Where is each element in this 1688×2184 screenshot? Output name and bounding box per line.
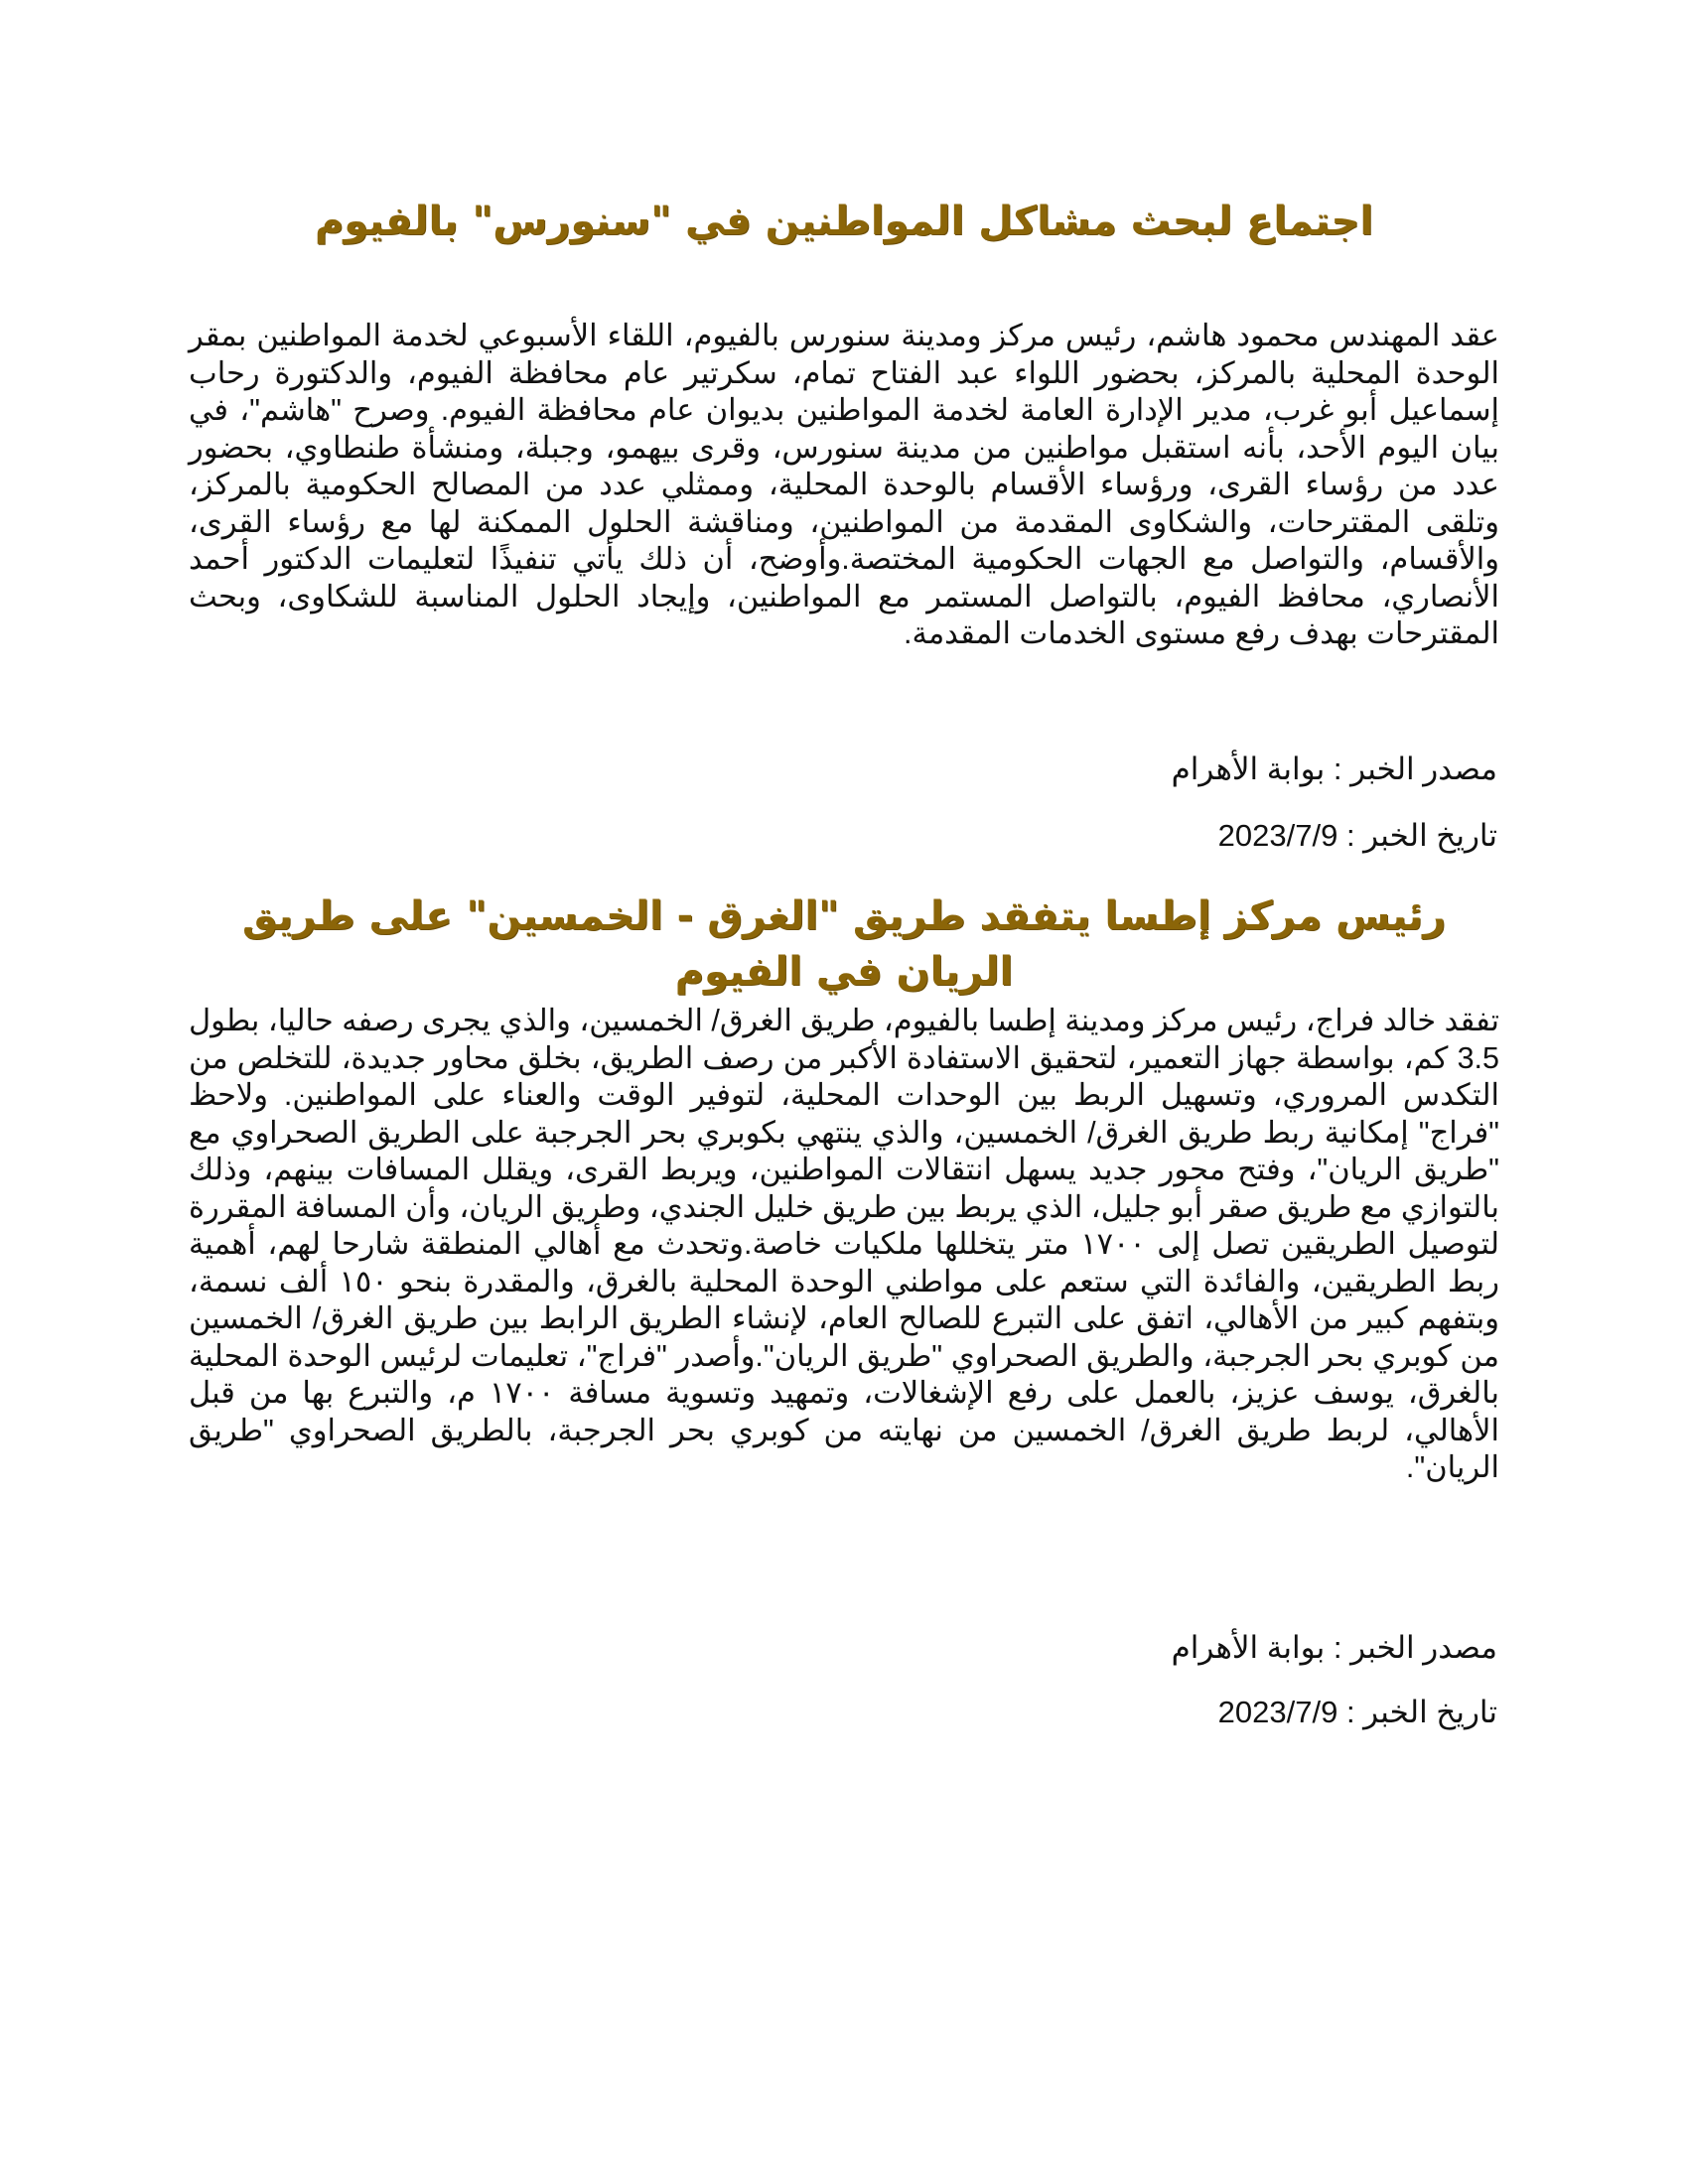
date-label: تاريخ الخبر : (1337, 1695, 1497, 1729)
article-1-date (1218, 816, 1497, 856)
article-2-source (1172, 1628, 1497, 1668)
article-1-body: عقد المهندس محمود هاشم، رئيس مركز ومدينة سنورس بالفيوم، اللقاء الأسبوعي لخدمة المواطنين بمقر الوحدة المحلية بالمركز، بحضور اللواء عبد الفتاح تمام، سكرتير عام محافظة الفيوم، والدكتورة رحاب إسماعيل أبو غرب، مدير الإدارة العامة لخدمة المواطنين بديوان عام محافظة الفيوم. وصرح "هاشم"، في بيان اليوم الأحد، بأنه استقبل مواطنين من مدينة سنورس، وقرى بيهمو، وجبلة، ومنشأة طنطاوي، بحضور عدد من رؤساء القرى، ورؤساء الأقسام بالوحدة المحلية، وممثلي عدد من المصالح الحكومية بالمركز، وتلقى المقترحات، والشكاوى المقدمة من المواطنين، ومناقشة الحلول الممكنة لها مع رؤساء القرى، والأقسام، والتواصل مع الجهات الحكومية المختصة.وأوضح، أن ذلك يأتي تنفيذًا لتعليمات الدكتور أحمد الأنصاري، محافظ الفيوم، بالتواصل المستمر مع المواطنين، وإيجاد الحلول المناسبة للشكاوى، وبحث المقترحات بهدف رفع مستوى الخدمات المقدمة. (189, 319, 1499, 650)
source-label: مصدر الخبر : (1325, 751, 1497, 786)
source-label: مصدر الخبر : (1325, 1630, 1497, 1665)
article-1-title: اجتماع لبحث مشاكل المواطنين في "سنورس" بالفيوم (314, 199, 1374, 244)
article-2-date (1218, 1693, 1497, 1732)
date-value: 2023/7/9 (1217, 1695, 1338, 1729)
article-2-body: تفقد خالد فراج، رئيس مركز ومدينة إطسا بالفيوم، طريق الغرق/ الخمسين، والذي يجرى رصفه حاليا، بطول 3.5 كم، بواسطة جهاز التعمير، لتحقيق الاستفادة الأكبر من رصف الطريق، بخلق محاور جديدة، للتخلص من التكدس المروري، وتسهيل الربط بين الوحدات المحلية، لتوفير الوقت والعناء على المواطنين. ولاحظ "فراج" إمكانية ربط طريق الغرق/ الخمسين، والذي ينتهي بكوبري بحر الجرجبة على الطريق الصحراوي مع "طريق الريان"، وفتح محور جديد يسهل انتقالات المواطنين، ويربط القرى، ويقلل المسافات بينهم، وذلك بالتوازي مع طريق صقر أبو جليل، الذي يربط بين طريق خليل الجندي، وطريق الريان، وأن المسافة المقررة لتوصيل الطريقين تصل إلى ١٧٠٠ متر يتخللها ملكيات خاصة.وتحدث مع أهالي المنطقة شارحا لهم، أهمية ربط الطريقين، والفائدة التي ستعم على مواطني الوحدة المحلية بالغرق، والمقدرة بنحو ١٥٠ ألف نسمة، وبتفهم كبير من الأهالي، اتفق على التبرع للصالح العام، لإنشاء الطريق الرابط بين طريق الغرق/ الخمسين من كوبري بحر الجرجبة، والطريق الصحراوي "طريق الريان".وأصدر "فراج"، تعليمات لرئيس الوحدة المحلية بالغرق، يوسف عزيز، بالعمل على رفع الإشغالات، وتمهيد وتسوية مسافة ١٧٠٠ م، والتبرع بها من قبل الأهالي، لربط طريق الغرق/ الخمسين من نهايته من كوبري بحر الجرجبة، بالطريق الصحراوي "طريق الريان". (189, 1004, 1499, 1484)
source-value: بوابة الأهرام (1171, 1630, 1326, 1665)
date-label: تاريخ الخبر : (1337, 818, 1497, 853)
article-1-source (1172, 750, 1497, 789)
article-2-title: رئيس مركز إطسا يتفقد طريق "الغرق - الخمسين" على طريق الريان في الفيوم (241, 893, 1447, 995)
date-value: 2023/7/9 (1217, 818, 1338, 853)
source-value: بوابة الأهرام (1171, 751, 1326, 786)
